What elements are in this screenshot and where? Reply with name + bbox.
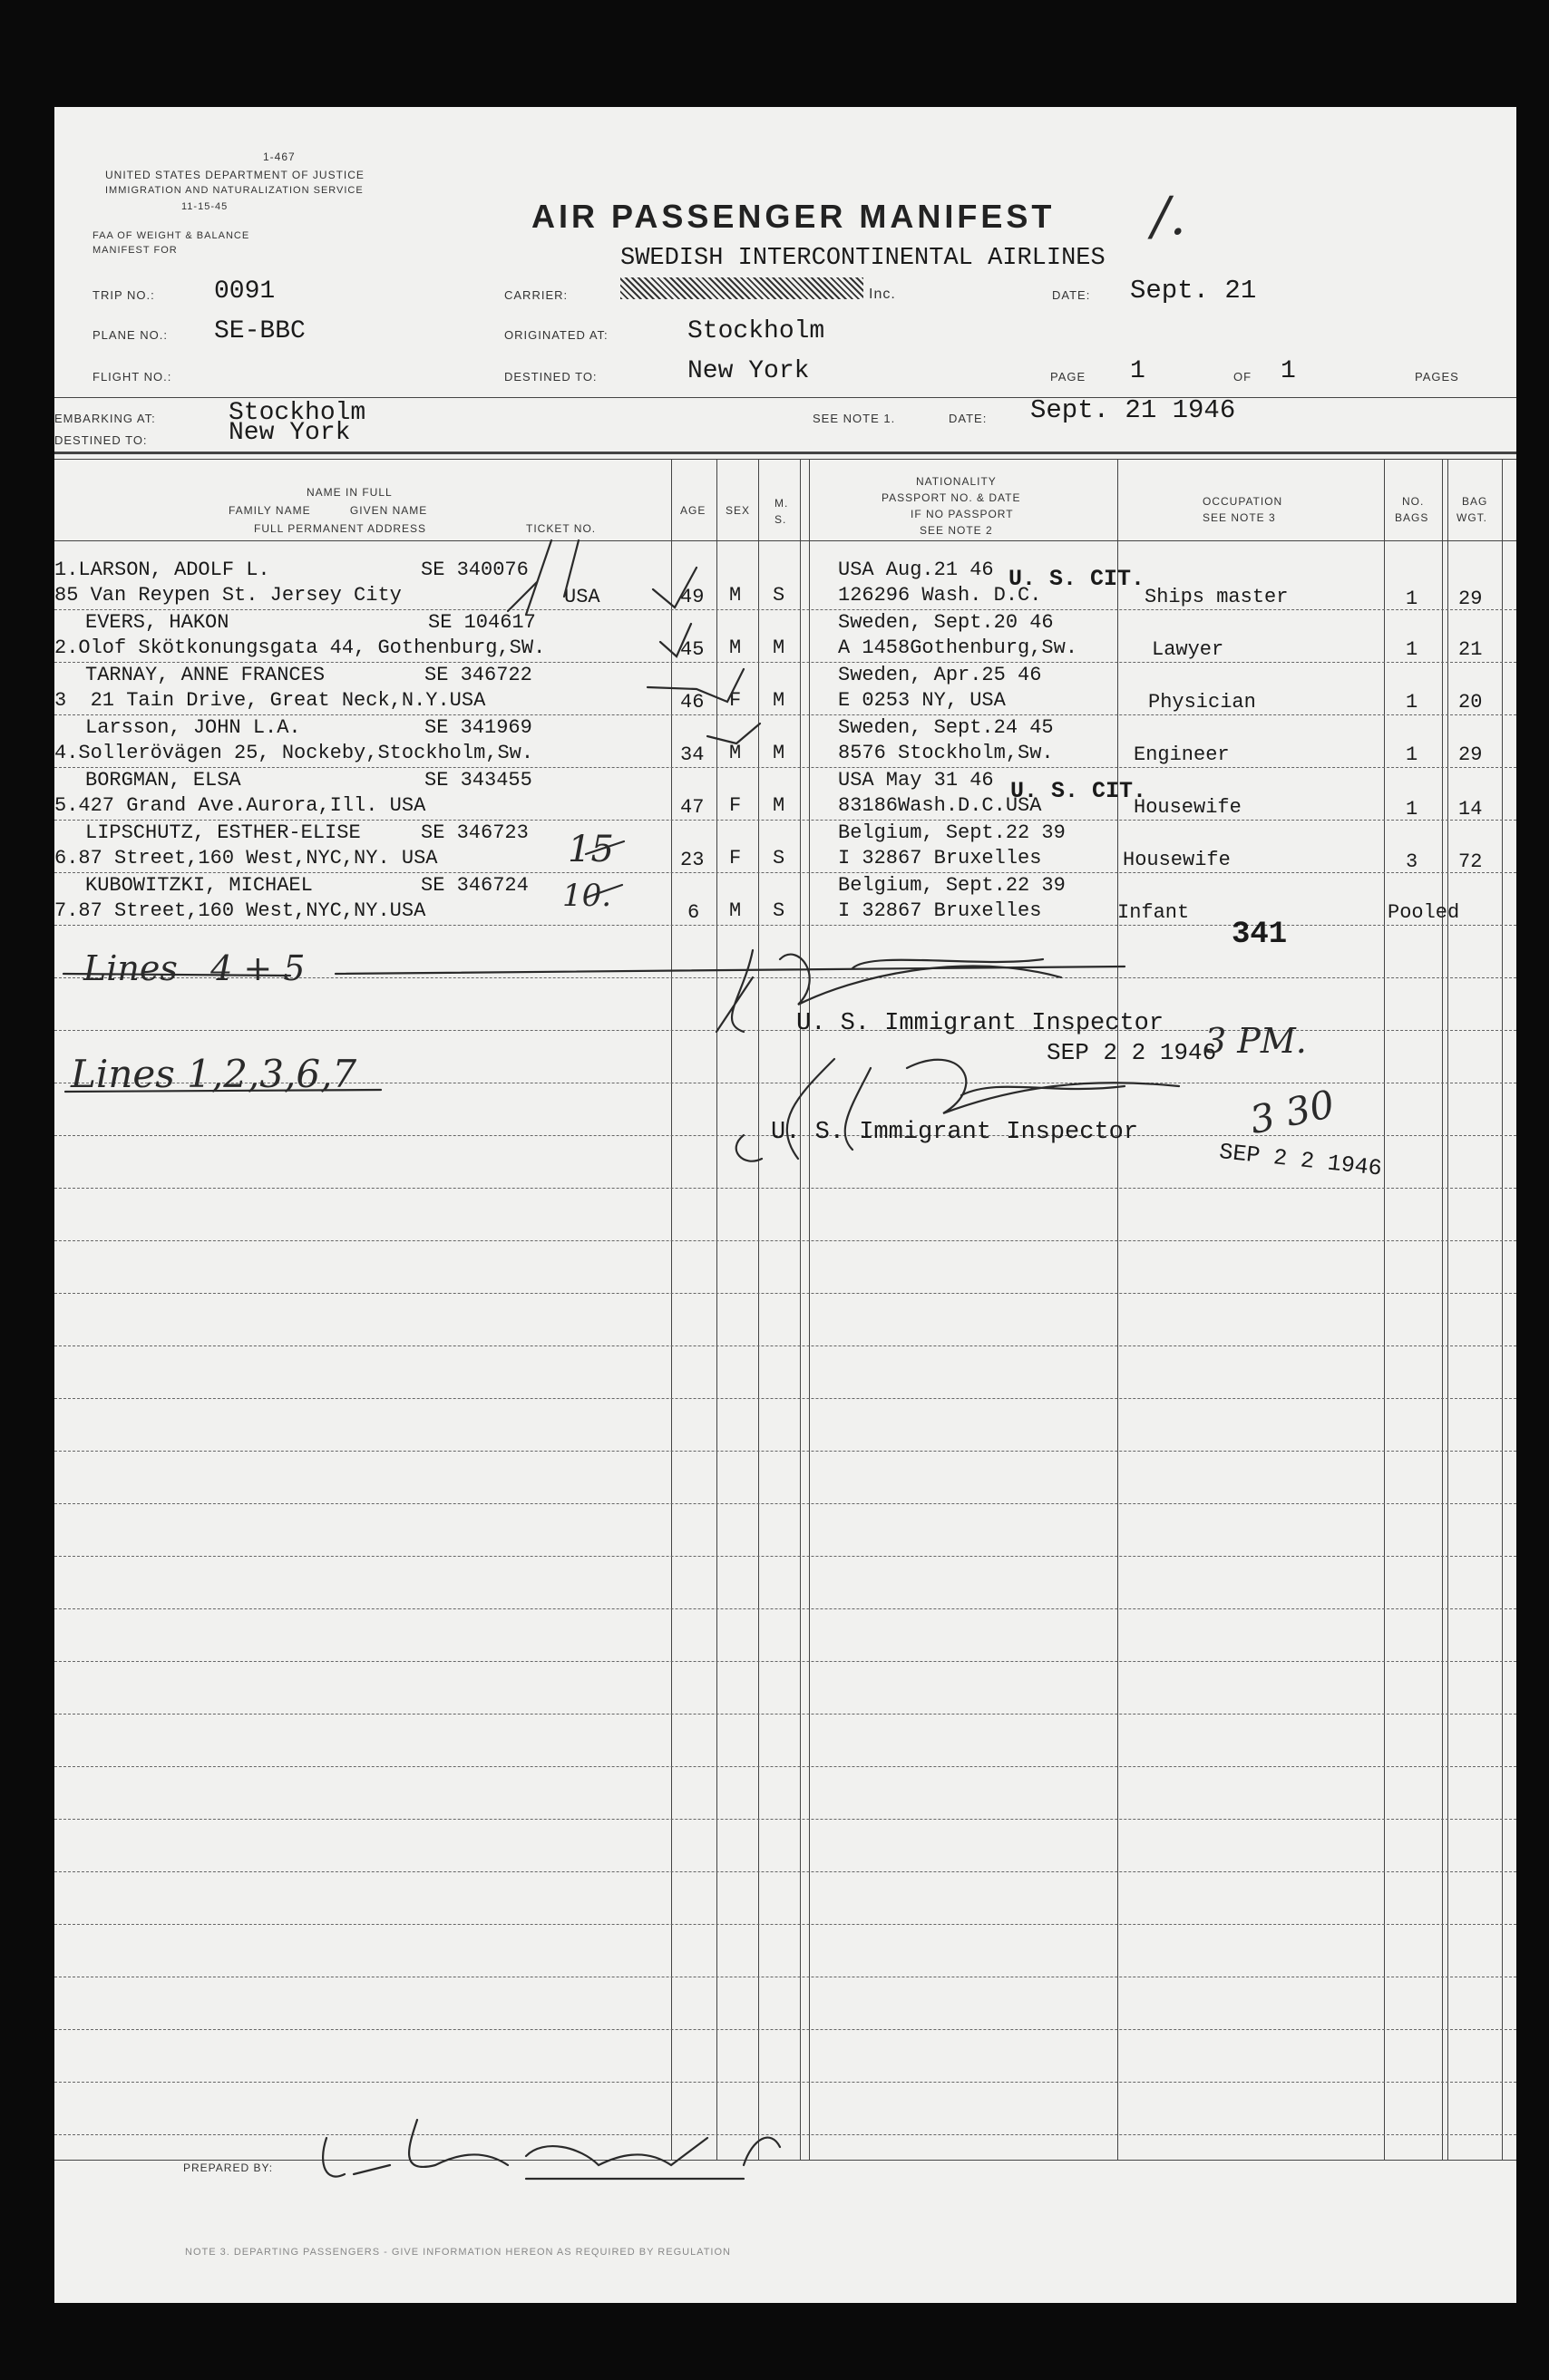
col-sex-header: SEX [726,504,751,517]
row-5-sex: F [729,794,742,817]
row-4-weight: 29 [1458,743,1483,766]
row-4-marital: M [773,742,785,764]
plane-label: PLANE NO.: [93,328,168,342]
dest-value: New York [687,357,810,385]
of-label: OF [1233,370,1252,384]
row-4-nationality: Sweden, Sept.24 45 [838,716,1054,739]
row-1-sex: M [729,584,742,607]
row-7-occupation: Infant [1117,901,1190,924]
row-1-ticket: SE 340076 [421,559,529,581]
col-see-note-header: SEE NOTE 2 [920,524,993,537]
row-1-weight: 29 [1458,588,1483,610]
row-7-bags: Pooled [1388,901,1460,924]
row-3-weight: 20 [1458,691,1483,714]
date-stamp-2: SEP 2 2 1946 [1217,1139,1384,1182]
trip-value: 0091 [214,277,276,306]
row-6-occupation: Housewife [1123,849,1231,871]
row-7-sex: M [729,899,742,922]
row-3-sex: F [729,689,742,712]
lines-dash [63,974,290,976]
row-4-age: 34 [680,743,705,766]
row-6-sex: F [729,847,742,869]
form-name-line-1: FAA OF WEIGHT & BALANCE [93,230,250,241]
embark-label: EMBARKING AT: [54,412,156,425]
time-note-2: 3 30 [1245,1081,1339,1143]
row-3-nationality: Sweden, Apr.25 46 [838,664,1042,686]
carrier-suffix: Inc. [869,287,896,302]
see-note-label: SEE NOTE 1. [813,412,896,425]
check-mark [586,885,622,898]
row-5-marital: M [773,794,785,817]
row-1-occupation: Ships master [1145,586,1289,608]
row-6-weight: 72 [1458,850,1483,873]
row-4-sex: M [729,742,742,764]
lines-dash [65,1090,381,1092]
row-3-marital: M [773,689,785,712]
inspector-line-1: U. S. Immigrant Inspector [796,1010,1164,1037]
row-2-occupation: Lawyer [1152,638,1224,661]
date2-value: Sept. 21 1946 [1030,395,1236,425]
preparer-signature [323,2120,780,2179]
row-5-age: 47 [680,796,705,819]
form-name-line-2: MANIFEST FOR [93,245,178,256]
inspector-line-2: U. S. Immigrant Inspector [771,1119,1139,1146]
col-occupation-header: OCCUPATION [1203,495,1283,508]
annotation-lines-4-5: Lines 4 + 5 [83,948,306,988]
check-mark [648,669,744,702]
col-family-given-header: FAMILY NAME GIVEN NAME [229,504,428,517]
inspector-signature-2 [736,1059,1179,1161]
row-4-occupation: Engineer [1134,743,1230,766]
row-2-ticket: SE 104617 [428,611,536,634]
row-7-nationality: Belgium, Sept.22 39 [838,874,1066,897]
check-mark [564,540,579,597]
row-5-occupation: Housewife [1134,796,1242,819]
date-value: Sept. 21 [1130,276,1257,306]
form-code: 1-467 [263,151,296,163]
row-2-sex: M [729,636,742,659]
date2-label: DATE: [949,412,988,425]
col-ms-header-1: M. [774,497,789,510]
carrier-value: SWEDISH INTERCONTINENTAL AIRLINES [620,245,1106,272]
col-age-header: AGE [680,504,706,517]
department-name: UNITED STATES DEPARTMENT OF JUSTICE [105,169,365,181]
row-2-address: 2.Olof Skötkonungsgata 44, Gothenburg,SW. [54,636,546,659]
row-5-citizen-stamp: U. S. CIT. [1010,778,1147,804]
origin-label: ORIGINATED AT: [504,328,609,342]
page-label: PAGE [1050,370,1086,384]
plane-value: SE-BBC [214,317,306,345]
manifest-title: AIR PASSENGER MANIFEST [531,198,1056,235]
of-value: 1 [1281,357,1296,385]
row-2-passport: A 1458Gothenburg,Sw. [838,636,1078,659]
manifest-form [54,107,1516,2303]
row-7-name: KUBOWITZKI, MICHAEL [85,874,313,897]
footer-note: NOTE 3. DEPARTING PASSENGERS - GIVE INFORMATION HEREON AS REQUIRED BY REGULATION [185,2247,731,2258]
page-value: 1 [1130,357,1145,385]
trip-label: TRIP NO.: [93,288,155,302]
row-7-passport: I 32867 Bruxelles [838,899,1042,922]
check-mark [660,624,691,656]
row-2-bags: 1 [1406,638,1418,661]
inspector-signature-1 [716,950,1061,1032]
destined-label: DESTINED TO: [54,433,148,447]
row-3-address: 3 21 Tain Drive, Great Neck,N.Y.USA [54,689,486,712]
date-label: DATE: [1052,288,1091,302]
row-4-address: 4.Sollerövägen 25, Nockeby,Stockholm,Sw. [54,742,534,764]
row-2-age: 45 [680,638,705,661]
check-mark [586,841,624,854]
row-2-weight: 21 [1458,638,1483,661]
row-1-address: 85 Van Reypen St. Jersey City [54,584,402,607]
row-1-country: USA [564,586,600,608]
flight-label: FLIGHT NO.: [93,370,172,384]
row-6-nationality: Belgium, Sept.22 39 [838,821,1066,844]
row-2-nationality: Sweden, Sept.20 46 [838,611,1054,634]
margin-mark-15: 15 [568,829,614,870]
row-7-marital: S [773,899,785,922]
row-1-nationality: USA Aug.21 46 [838,559,994,581]
row-1-citizen-stamp: U. S. CIT. [1008,566,1145,592]
row-7-age: 6 [687,901,700,924]
carrier-label: CARRIER: [504,288,569,302]
row-1-marital: S [773,584,785,607]
row-3-age: 46 [680,691,705,714]
row-3-occupation: Physician [1148,691,1256,714]
embark-value: Stockholm [229,399,366,427]
row-6-passport: I 32867 Bruxelles [838,847,1042,869]
col-bags-header-2: BAGS [1395,511,1429,524]
row-5-address: 5.427 Grand Ave.Aurora,Ill. USA [54,794,426,817]
form-date-code: 11-15-45 [181,201,229,212]
row-3-bags: 1 [1406,691,1418,714]
col-nationality-header: NATIONALITY [916,475,997,488]
row-6-ticket: SE 346723 [421,821,529,844]
margin-mark-10: 10. [562,878,612,914]
row-5-bags: 1 [1406,798,1418,821]
date-stamp-1: SEP 2 2 1946 [1047,1039,1217,1066]
row-5-passport: 83186Wash.D.C.USA [838,794,1042,817]
check-mark [526,540,551,615]
col-wgt-header-2: WGT. [1456,511,1487,524]
col-wgt-header-1: BAG [1462,495,1488,508]
service-name: IMMIGRATION AND NATURALIZATION SERVICE [105,185,364,196]
row-1-name: 1.LARSON, ADOLF L. [54,559,270,581]
row-3-ticket: SE 346722 [424,664,532,686]
tick-mark: /. [1152,185,1186,247]
check-mark [653,568,697,607]
check-mark [707,724,760,743]
dest-label: DESTINED TO: [504,370,598,384]
row-2-name: EVERS, HAKON [85,611,229,634]
row-3-name: TARNAY, ANNE FRANCES [85,664,326,686]
row-6-address: 6.87 Street,160 West,NYC,NY. USA [54,847,438,869]
row-4-name: Larsson, JOHN L.A. [85,716,301,739]
col-no-passport-header: IF NO PASSPORT [911,508,1014,520]
row-5-ticket: SE 343455 [424,769,532,792]
origin-value: Stockholm [687,317,825,345]
annotation-lines-1-2-3-6-7: Lines 1,2,3,6,7 [71,1052,357,1096]
row-3-passport: E 0253 NY, USA [838,689,1006,712]
row-7-ticket: SE 346724 [421,874,529,897]
col-passport-header: PASSPORT NO. & DATE [882,491,1021,504]
row-4-bags: 1 [1406,743,1418,766]
row-5-weight: 14 [1458,798,1483,821]
prepared-by-label: PREPARED BY: [183,2161,274,2174]
col-ms-header-2: S. [774,513,787,526]
row-4-passport: 8576 Stockholm,Sw. [838,742,1054,764]
col-bags-header-1: NO. [1402,495,1425,508]
row-5-name: BORGMAN, ELSA [85,769,241,792]
row-7-address: 7.87 Street,160 West,NYC,NY.USA [54,899,426,922]
row-1-bags: 1 [1406,588,1418,610]
row-4-ticket: SE 341969 [424,716,532,739]
row-6-age: 23 [680,849,705,871]
row-6-marital: S [773,847,785,869]
row-2-marital: M [773,636,785,659]
time-note-1: 3 PM. [1204,1021,1307,1061]
col-address-header: FULL PERMANENT ADDRESS [254,522,427,535]
col-occupation-note: SEE NOTE 3 [1203,511,1276,524]
col-name-header: NAME IN FULL [307,486,393,499]
handwriting-overlay [54,107,1516,2303]
row-5-nationality: USA May 31 46 [838,769,994,792]
pages-label: PAGES [1415,370,1459,384]
row-1-passport: 126296 Wash. D.C. [838,584,1042,607]
row-1-age: 49 [680,586,705,608]
col-ticket-header: TICKET NO. [526,522,597,535]
row-6-name: LIPSCHUTZ, ESTHER-ELISE [85,821,361,844]
row-6-bags: 3 [1406,850,1418,873]
destined-value: New York [229,419,351,447]
annotation-number: 341 [1232,918,1288,952]
